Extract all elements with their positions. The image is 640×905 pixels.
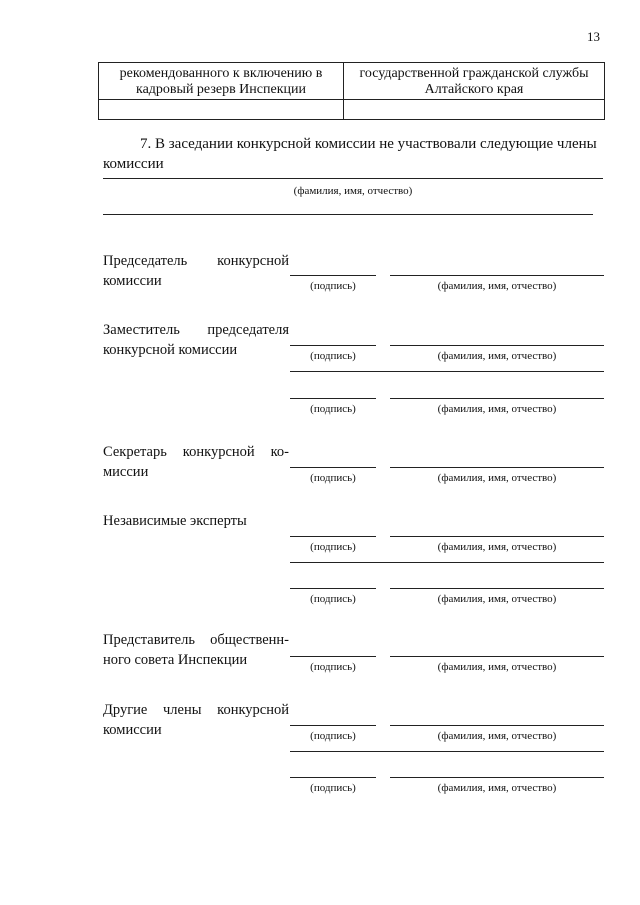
table-cell-right-line1: государственной гражданской службы [359,66,589,81]
section-deputy-label [103,320,289,360]
section-other-members-label-line2: комиссии [103,722,162,738]
name-hint: (фамилия, имя, отчество) [437,280,557,292]
paragraph-line2: комиссии [103,156,164,172]
paragraph-line1: 7. В заседании конкурсной комиссии не участвовали следующие члены [140,136,597,152]
signature-hint: (подпись) [310,280,356,292]
section-other-members-label [103,700,289,740]
name-line [390,588,604,589]
section-experts-label [103,511,289,531]
signature-hint: (подпись) [310,730,356,742]
section-secretary-label [103,442,289,482]
name-line [390,275,604,276]
signature-hint: (подпись) [310,472,356,484]
section-deputy-label-line1: Заместитель председателя [103,322,289,338]
name-line [390,467,604,468]
name-line [390,725,604,726]
signature-line [290,588,376,589]
paragraph-absent-members [103,134,603,174]
table-cell-left-line2: кадровый резерв Инспекции [136,82,306,97]
section-chairman-label-line1: Председатель конкурсной [103,253,289,269]
signature-line [290,345,376,346]
row-separator-line [290,562,604,563]
table-row-divider [99,99,604,100]
section-public-council-label [103,630,289,670]
signature-line [290,467,376,468]
absent-members-line-1 [103,178,603,179]
name-hint: (фамилия, имя, отчество) [437,350,557,362]
name-hint: (фамилия, имя, отчество) [437,661,557,673]
section-chairman-label [103,251,289,291]
table-cell-left-line1: рекомендованного к включению в [119,66,323,81]
absent-members-line-2 [103,214,593,215]
signature-line [290,536,376,537]
signature-line [290,275,376,276]
section-other-members-label-line1: Другие члены конкурсной [103,702,289,718]
signature-hint: (подпись) [310,403,356,415]
signature-hint: (подпись) [310,541,356,553]
signature-line [290,777,376,778]
row-separator-line [290,751,604,752]
table-cell-right [344,66,604,98]
name-hint: (фамилия, имя, отчество) [437,541,557,553]
signature-line [290,398,376,399]
name-line [390,777,604,778]
name-line [390,656,604,657]
signature-hint: (подпись) [310,661,356,673]
name-line [390,536,604,537]
name-line [390,398,604,399]
name-line [390,345,604,346]
table-cell-right-line2: Алтайского края [424,82,524,97]
name-hint: (фамилия, имя, отчество) [437,403,557,415]
table-cell-left [99,66,343,98]
name-hint: (фамилия, имя, отчество) [437,782,557,794]
section-secretary-label-line2: миссии [103,464,149,480]
row-separator-line [290,371,604,372]
absent-members-hint: (фамилия, имя, отчество) [293,185,413,197]
signature-line [290,656,376,657]
signature-hint: (подпись) [310,350,356,362]
section-public-council-label-line2: ного совета Инспекции [103,652,248,668]
signature-hint: (подпись) [310,593,356,605]
section-deputy-label-line2: конкурсной комиссии [103,342,238,358]
section-public-council-label-line1: Представитель общественн- [103,632,289,648]
table-fragment [98,62,605,120]
name-hint: (фамилия, имя, отчество) [437,730,557,742]
name-hint: (фамилия, имя, отчество) [437,593,557,605]
section-secretary-label-line1: Секретарь конкурсной ко- [103,444,289,460]
signature-hint: (подпись) [310,782,356,794]
section-chairman-label-line2: комиссии [103,273,162,289]
name-hint: (фамилия, имя, отчество) [437,472,557,484]
signature-line [290,725,376,726]
page-number: 13 [587,29,600,44]
section-experts-label-line1: Независимые эксперты [103,513,247,529]
